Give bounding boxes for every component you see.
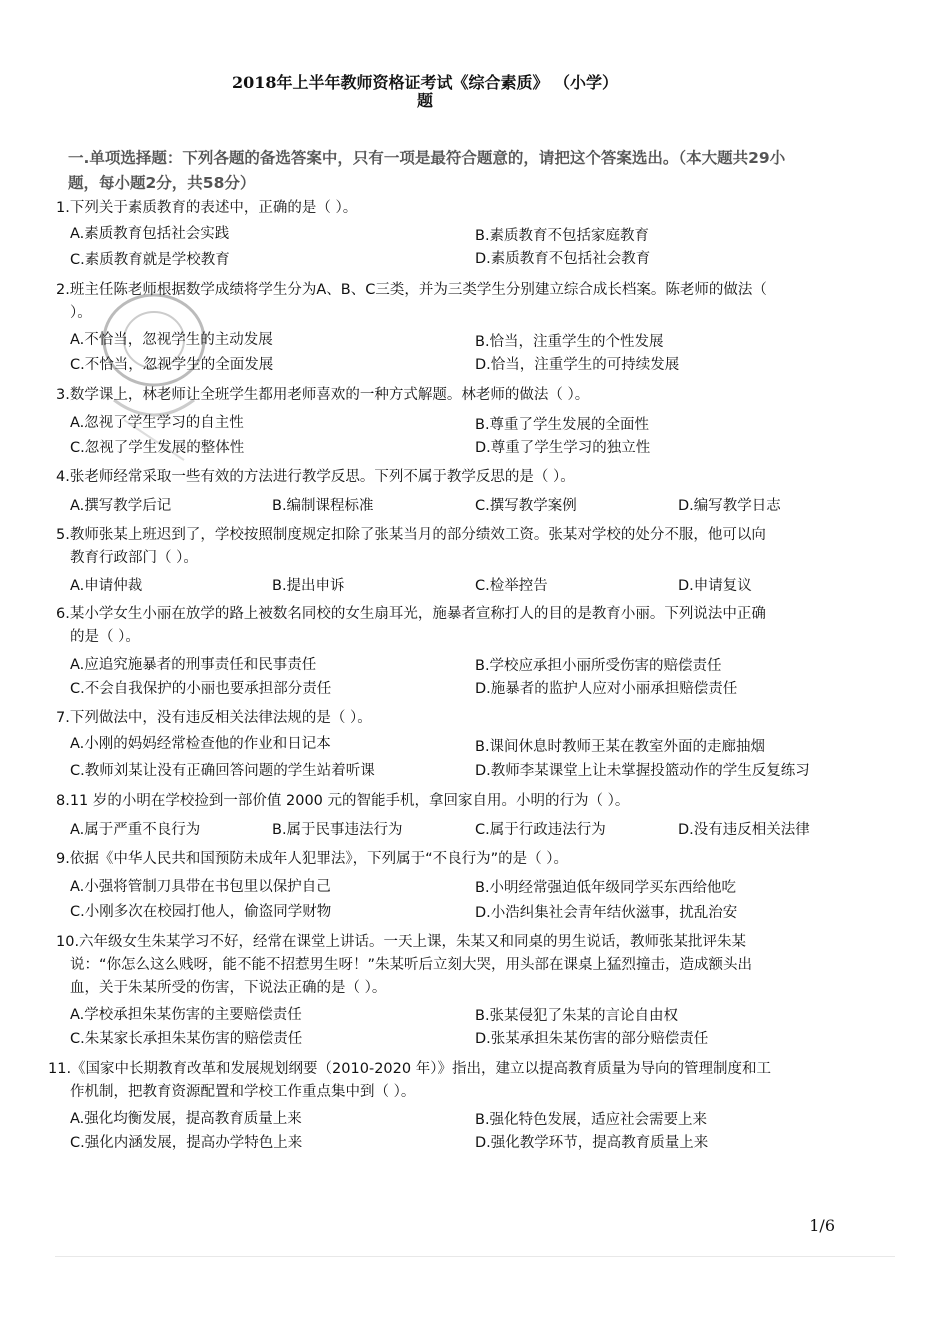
question-11-option-a: A.强化均衡发展，提高教育质量上来 (70, 1111, 302, 1127)
question-1-option-c: C.素质教育就是学校教育 (70, 252, 230, 268)
question-10-stem-line2: 说：“你怎么这么贱呀，能不能不招惹男生呀！”朱某听后立刻大哭，用头部在课桌上猛烈撞击，造成额头出 (70, 957, 753, 973)
question-6-stem-line1: 6.某小学女生小丽在放学的路上被数名同校的女生扇耳光，施暴者宣称打人的目的是教育小丽。下列说法中正确 (56, 606, 766, 622)
question-4-option-b: B.编制课程标准 (272, 498, 374, 514)
question-10-option-b: B.张某侵犯了朱某的言论自由权 (475, 1008, 679, 1024)
question-5-option-a: A.申请仲裁 (70, 578, 143, 594)
question-11-option-d: D.强化教学环节，提高教育质量上来 (475, 1135, 709, 1151)
question-4-option-a: A.撰写教学后记 (70, 498, 172, 514)
question-6-option-c: C.不会自我保护的小丽也要承担部分责任 (70, 681, 332, 697)
question-9-option-a: A.小强将管制刀具带在书包里以保护自己 (70, 879, 331, 895)
question-11-option-b: B.强化特色发展，适应社会需要上来 (475, 1112, 708, 1128)
question-2-option-c: C.不恰当，忽视学生的全面发展 (70, 357, 274, 373)
question-8-option-d: D.没有违反相关法律 (678, 822, 810, 838)
question-7-option-c: C.教师刘某让没有正确回答问题的学生站着听课 (70, 763, 375, 779)
question-4-option-c: C.撰写教学案例 (475, 498, 577, 514)
question-10-stem-line3: 血，关于朱某所受的伤害，下说法正确的是（ ）。 (70, 980, 387, 996)
question-10-stem-line1: 10.六年级女生朱某学习不好，经常在课堂上讲话。一天上课，朱某又和同桌的男生说话，教师张某批评朱某 (56, 934, 747, 950)
question-3-stem-line1: 3.数学课上，林老师让全班学生都用老师喜欢的一种方式解题。林老师的做法（ ）。 (56, 387, 590, 403)
document-title-line1: 2018年上半年教师资格证考试《综合素质》 （小学） (231, 73, 619, 92)
question-10-option-c: C.朱某家长承担朱某伤害的赔偿责任 (70, 1031, 303, 1047)
question-5-stem-line2: 教育行政部门（ ）。 (70, 550, 198, 566)
question-8-option-a: A.属于严重不良行为 (70, 822, 201, 838)
question-6-option-d: D.施暴者的监护人应对小丽承担赔偿责任 (475, 681, 738, 697)
question-2-option-d: D.恰当，注重学生的可持续发展 (475, 357, 680, 373)
question-3-option-b: B.尊重了学生发展的全面性 (475, 417, 650, 433)
question-1-stem-line1: 1.下列关于素质教育的表述中，正确的是（ ）。 (56, 200, 358, 216)
document-title-line2: 题 (416, 91, 433, 110)
question-5-stem-line1: 5.教师张某上班迟到了，学校按照制度规定扣除了张某当月的部分绩效工资。张某对学校的处分不服，他可以向 (56, 527, 766, 543)
question-4-option-d: D.编写教学日志 (678, 498, 781, 514)
question-8-option-b: B.属于民事违法行为 (272, 822, 403, 838)
question-2-option-b: B.恰当，注重学生的个性发展 (475, 334, 664, 350)
question-7-option-d: D.教师李某课堂上让未掌握投篮动作的学生反复练习 (475, 763, 810, 779)
question-10-option-d: D.张某承担朱某伤害的部分赔偿责任 (475, 1031, 709, 1047)
question-6-stem-line2: 的是（ ）。 (70, 629, 140, 645)
question-11-option-c: C.强化内涵发展，提高办学特色上来 (70, 1135, 303, 1151)
question-5-option-d: D.申请复议 (678, 578, 752, 594)
question-9-option-b: B.小明经常强迫低年级同学买东西给他吃 (475, 880, 737, 896)
question-10-option-a: A.学校承担朱某伤害的主要赔偿责任 (70, 1007, 302, 1023)
section-heading-line2: 题，每小题2分，共58分） (68, 174, 256, 192)
question-3-option-a: A.忽视了学生学习的自主性 (70, 415, 244, 431)
question-7-option-b: B.课间休息时教师王某在教室外面的走廊抽烟 (475, 739, 766, 755)
question-7-option-a: A.小刚的妈妈经常检查他的作业和日记本 (70, 736, 331, 752)
question-9-stem-line1: 9.依据《中华人民共和国预防未成年人犯罪法》，下列属于“不良行为”的是（ ）。 (56, 851, 568, 867)
footer-divider (55, 1256, 895, 1257)
question-4-stem-line1: 4.张老师经常采取一些有效的方法进行教学反思。下列不属于教学反思的是（ ）。 (56, 469, 575, 485)
question-6-option-a: A.应追究施暴者的刑事责任和民事责任 (70, 657, 317, 673)
question-3-option-d: D.尊重了学生学习的独立性 (475, 440, 651, 456)
question-2-stem-line2: ）。 (70, 305, 92, 321)
question-2-stem-line1: 2.班主任陈老师根据数学成绩将学生分为A、B、C三类，并为三类学生分别建立综合成长档案。陈老师的做法（ (56, 282, 767, 298)
section-heading-line1: 一.单项选择题：下列各题的备选答案中，只有一项是最符合题意的，请把这个答案选出。（本大题共29小 (68, 149, 786, 167)
question-9-option-d: D.小浩纠集社会青年结伙滋事，扰乱治安 (475, 905, 738, 921)
question-1-option-d: D.素质教育不包括社会教育 (475, 251, 651, 267)
question-6-option-b: B.学校应承担小丽所受伤害的赔偿责任 (475, 658, 722, 674)
question-11-stem-line1: 11.《国家中长期教育改革和发展规划纲要（2010-2020 年）》指出，建立以提高教育质量为导向的管理制度和工 (48, 1061, 771, 1077)
question-2-option-a: A.不恰当，忽视学生的主动发展 (70, 332, 273, 348)
question-11-stem-line2: 作机制，把教育资源配置和学校工作重点集中到（ ）。 (70, 1084, 416, 1100)
question-1-option-a: A.素质教育包括社会实践 (70, 226, 230, 242)
question-8-stem-line1: 8.11 岁的小明在学校捡到一部价值 2000 元的智能手机，拿回家自用。小明的行为（ ）。 (56, 793, 630, 809)
page-number: 1/6 (809, 1216, 835, 1235)
question-5-option-c: C.检举控告 (475, 578, 548, 594)
question-9-option-c: C.小刚多次在校园打他人，偷盗同学财物 (70, 904, 332, 920)
question-7-stem-line1: 7.下列做法中，没有违反相关法律法规的是（ ）。 (56, 710, 372, 726)
question-5-option-b: B.提出申诉 (272, 578, 345, 594)
question-8-option-c: C.属于行政违法行为 (475, 822, 606, 838)
question-3-option-c: C.忽视了学生发展的整体性 (70, 440, 245, 456)
question-1-option-b: B.素质教育不包括家庭教育 (475, 228, 650, 244)
